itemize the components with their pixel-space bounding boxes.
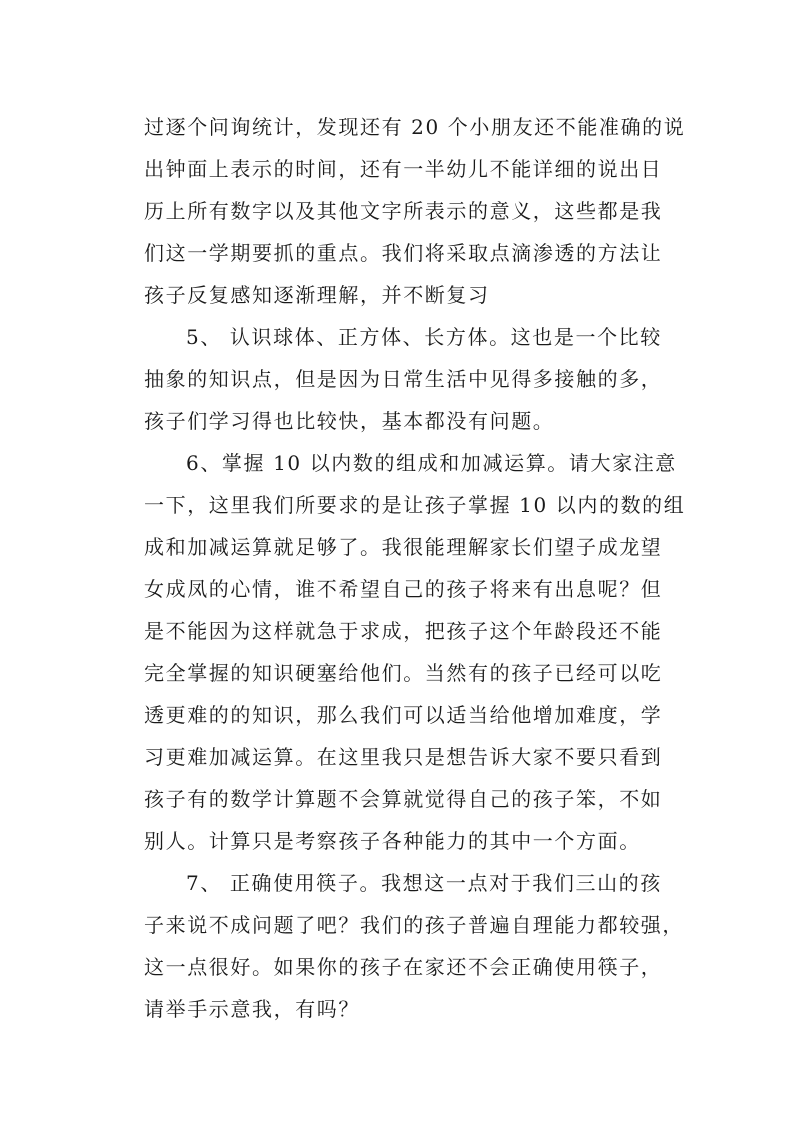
- text-line: 孩子反复感知逐渐理解，并不断复习: [144, 283, 490, 307]
- text-line: 抽象的知识点，但是因为日常生活中见得多接触的多，: [144, 367, 663, 391]
- text-line: 子来说不成问题了吧？我们的孩子普遍自理能力都较强，: [144, 913, 684, 937]
- text-line: 是不能因为这样就急于求成，把孩子这个年龄段还不能: [144, 619, 663, 643]
- body-text: [144, 106, 686, 1030]
- paragraph-item-7: 7、 正确使用筷子。我想这一点对于我们三山的孩: [186, 871, 662, 895]
- text-line: 们这一学期要抓的重点。我们将采取点滴渗透的方法让: [144, 241, 663, 265]
- text-line: 历上所有数字以及其他文字所表示的意义，这些都是我: [144, 199, 663, 223]
- text-line: 成和加减运算就足够了。我很能理解家长们望子成龙望: [144, 535, 663, 559]
- paragraph-item-5: 5、 认识球体、正方体、长方体。这也是一个比较: [186, 325, 662, 349]
- text-line: 孩子有的数学计算题不会算就觉得自己的孩子笨，不如: [144, 787, 663, 811]
- text-line: 请举手示意我，有吗？: [144, 997, 360, 1021]
- paragraph-item-6: 6、掌握 10 以内数的组成和加减运算。请大家注意: [186, 451, 677, 475]
- text-line: 别人。计算只是考察孩子各种能力的其中一个方面。: [144, 829, 641, 853]
- text-line: 习更难加减运算。在这里我只是想告诉大家不要只看到: [144, 745, 663, 769]
- text-line: 女成凤的心情，谁不希望自己的孩子将来有出息呢？但: [144, 577, 663, 601]
- text-line: 孩子们学习得也比较快，基本都没有问题。: [144, 409, 555, 433]
- text-line: 透更难的的知识，那么我们可以适当给他增加难度，学: [144, 703, 663, 727]
- text-line: 完全掌握的知识硬塞给他们。当然有的孩子已经可以吃: [144, 661, 663, 685]
- text-line: 出钟面上表示的时间，还有一半幼儿不能详细的说出日: [144, 157, 663, 181]
- text-line: 过逐个问询统计，发现还有 20 个小朋友还不能准确的说: [144, 115, 686, 139]
- text-line: 一下，这里我们所要求的是让孩子掌握 10 以内的数的组: [144, 493, 686, 517]
- text-line: 这一点很好。如果你的孩子在家还不会正确使用筷子，: [144, 955, 663, 979]
